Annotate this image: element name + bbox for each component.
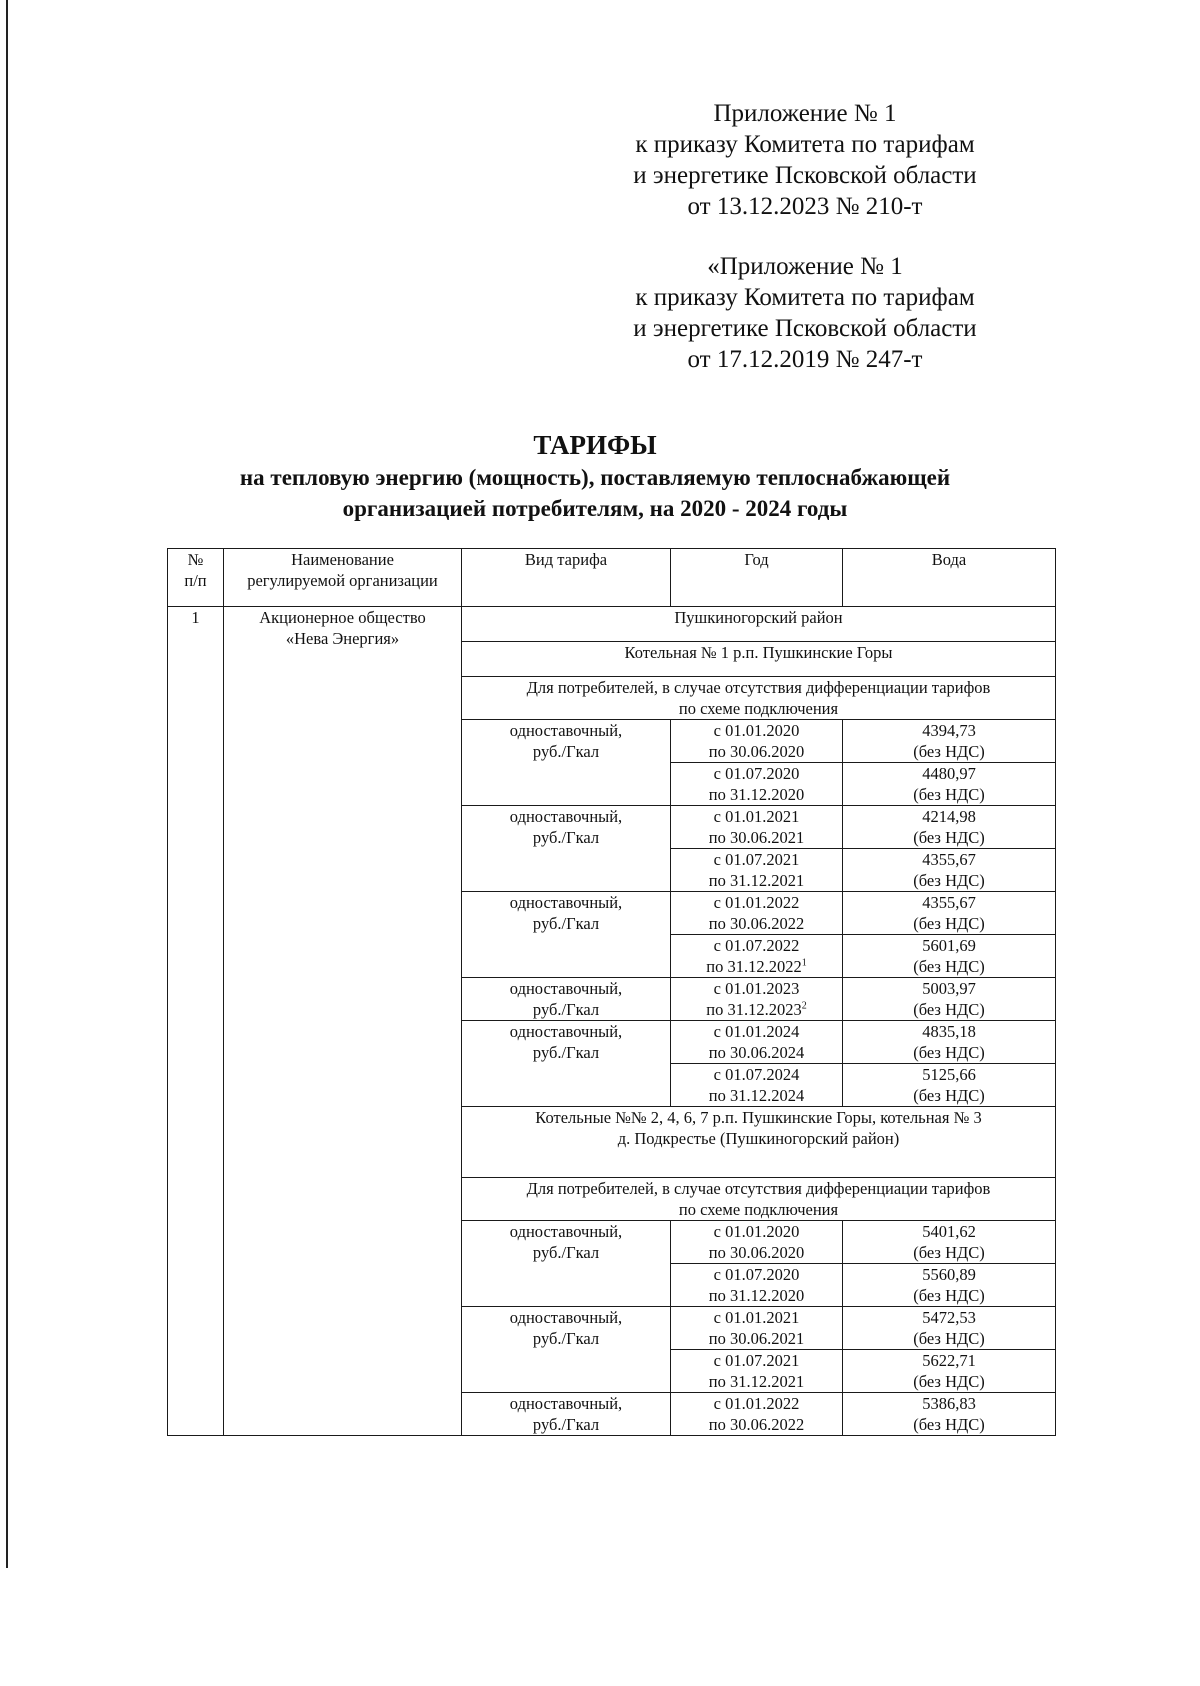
period-cell: [671, 849, 843, 892]
water-value-cell: [843, 1264, 1056, 1307]
tariff-unit-text: руб./Гкал: [532, 1415, 600, 1434]
period-from: с 01.01.2023: [713, 979, 800, 998]
tariff-type-cell: [462, 1393, 671, 1436]
period-from: с 01.01.2021: [713, 1308, 800, 1327]
vat-note: (без НДС): [913, 1372, 985, 1391]
page-binding-line: [6, 0, 8, 1568]
header-line: и энергетике Псковской области: [633, 162, 977, 189]
vat-note: (без НДС): [913, 1286, 985, 1305]
consumer-group-text: по схеме подключения: [678, 699, 839, 718]
vat-note: (без НДС): [913, 1243, 985, 1262]
tariff-unit-text: руб./Гкал: [532, 1329, 600, 1348]
period-cell: [671, 1064, 843, 1107]
header-cell-tariff-type: Вид тарифа: [462, 549, 671, 607]
footnote-mark: 2: [801, 1000, 807, 1012]
period-to-text: по 31.12.2020: [708, 1286, 805, 1305]
consumer-group-cell: [462, 1178, 1056, 1221]
document-title: [150, 428, 1040, 524]
title-main: ТАРИФЫ: [533, 430, 657, 460]
period-to: [674, 1285, 839, 1306]
water-value-cell: [843, 978, 1056, 1021]
water-value-cell: [843, 1064, 1056, 1107]
period-to-text: по 31.12.2020: [708, 785, 805, 804]
tariff-type-text: одноставочный,: [509, 1222, 623, 1241]
period-cell: [671, 935, 843, 978]
table-header-row: [168, 549, 1056, 607]
period-to-text: по 31.12.2022: [706, 957, 802, 976]
water-value-cell: [843, 1393, 1056, 1436]
period-to-text: по 30.06.2020: [708, 1243, 805, 1262]
period-cell: [671, 1021, 843, 1064]
tariff-type-text: одноставочный,: [509, 1394, 623, 1413]
header-line: «Приложение № 1: [707, 253, 903, 280]
period-from: с 01.01.2020: [713, 721, 800, 740]
header-cell-organization: [224, 549, 462, 607]
period-to: [674, 956, 839, 977]
period-from: с 01.01.2024: [713, 1022, 800, 1041]
water-value-cell: [843, 806, 1056, 849]
tariff-type-text: одноставочный,: [509, 721, 623, 740]
vat-note: (без НДС): [913, 785, 985, 804]
header-line: и энергетике Псковской области: [633, 315, 977, 342]
header-text: №: [187, 550, 204, 569]
period-to-text: по 30.06.2022: [708, 914, 805, 933]
header-cell-number: [168, 549, 224, 607]
tariff-unit-text: руб./Гкал: [532, 914, 600, 933]
period-to: [674, 1085, 839, 1106]
period-cell: [671, 720, 843, 763]
water-value-cell: [843, 1350, 1056, 1393]
period-cell: [671, 1393, 843, 1436]
period-from: с 01.07.2021: [713, 1351, 800, 1370]
tariff-value: 4355,67: [922, 893, 976, 912]
tariff-type-cell: [462, 1221, 671, 1307]
vat-note: (без НДС): [913, 1000, 985, 1019]
consumer-group-text: Для потребителей, в случае отсутствия дифференциации тарифов: [526, 678, 991, 697]
vat-note: (без НДС): [913, 1329, 985, 1348]
header-line: Приложение № 1: [713, 100, 897, 127]
period-to-text: по 30.06.2024: [708, 1043, 805, 1062]
tariff-type-text: одноставочный,: [509, 1022, 623, 1041]
period-from: с 01.07.2020: [713, 764, 800, 783]
tariff-type-cell: [462, 1307, 671, 1393]
tariff-value: 5560,89: [922, 1265, 976, 1284]
boiler-text: Котельные №№ 2, 4, 6, 7 р.п. Пушкинские Горы, котельная № 3: [535, 1108, 982, 1127]
boiler-text: д. Подкрестье (Пушкиногорский район): [617, 1129, 900, 1148]
tariff-type-cell: [462, 892, 671, 978]
tariff-type-cell: [462, 720, 671, 806]
period-to: [674, 1328, 839, 1349]
period-from: с 01.01.2021: [713, 807, 800, 826]
water-value-cell: [843, 1307, 1056, 1350]
header-cell-water: Вода: [843, 549, 1056, 607]
tariff-type-text: одноставочный,: [509, 807, 623, 826]
period-to: [674, 827, 839, 848]
period-cell: [671, 1350, 843, 1393]
tariff-unit-text: руб./Гкал: [532, 1243, 600, 1262]
period-cell: [671, 892, 843, 935]
water-value-cell: [843, 720, 1056, 763]
tariff-unit-text: руб./Гкал: [532, 1043, 600, 1062]
vat-note: (без НДС): [913, 957, 985, 976]
period-to: [674, 999, 839, 1020]
period-to-text: по 30.06.2020: [708, 742, 805, 761]
period-to-text: по 31.12.2024: [708, 1086, 805, 1105]
period-from: с 01.07.2020: [713, 1265, 800, 1284]
vat-note: (без НДС): [913, 828, 985, 847]
tariff-value: 5401,62: [922, 1222, 976, 1241]
boiler-cell: [462, 1107, 1056, 1178]
period-to: [674, 913, 839, 934]
water-value-cell: [843, 1221, 1056, 1264]
vat-note: (без НДС): [913, 1043, 985, 1062]
period-to: [674, 1371, 839, 1392]
tariff-value: 5622,71: [922, 1351, 976, 1370]
tariff-value: 4835,18: [922, 1022, 976, 1041]
tariff-value: 4394,73: [922, 721, 976, 740]
tariff-value: 5125,66: [922, 1065, 976, 1084]
tariff-value: 4355,67: [922, 850, 976, 869]
consumer-group-text: Для потребителей, в случае отсутствия дифференциации тарифов: [526, 1179, 991, 1198]
consumer-group-cell: [462, 677, 1056, 720]
period-from: с 01.07.2021: [713, 850, 800, 869]
table-row: [168, 607, 1056, 642]
period-to-text: по 31.12.2021: [708, 871, 805, 890]
title-subtitle-line: организацией потребителям, на 2020 - 2024 годы: [342, 496, 848, 521]
water-value-cell: [843, 849, 1056, 892]
vat-note: (без НДС): [913, 1415, 985, 1434]
period-cell: [671, 1307, 843, 1350]
period-from: с 01.07.2022: [713, 936, 800, 955]
period-cell: [671, 806, 843, 849]
title-subtitle-line: на тепловую энергию (мощность), поставляемую теплоснабжающей: [239, 465, 951, 490]
tariff-type-text: одноставочный,: [509, 1308, 623, 1327]
vat-note: (без НДС): [913, 914, 985, 933]
water-value-cell: [843, 1021, 1056, 1064]
organization-name: «Нева Энергия»: [285, 629, 400, 648]
tariff-type-cell: [462, 978, 671, 1021]
header-text: п/п: [184, 571, 207, 590]
tariffs-table: [167, 548, 1056, 1436]
header-text: Наименование: [291, 550, 394, 569]
period-to: [674, 784, 839, 805]
period-from: с 01.01.2022: [713, 1394, 800, 1413]
period-to: [674, 741, 839, 762]
period-cell: [671, 1221, 843, 1264]
tariff-unit-text: руб./Гкал: [532, 828, 600, 847]
footnote-mark: 1: [801, 957, 807, 969]
period-to-text: по 31.12.2023: [706, 1000, 802, 1019]
organization-cell: [224, 607, 462, 1436]
tariff-value: 5386,83: [922, 1394, 976, 1413]
period-to: [674, 1042, 839, 1063]
period-to-text: по 30.06.2022: [708, 1415, 805, 1434]
tariff-type-text: одноставочный,: [509, 979, 623, 998]
period-to: [674, 1242, 839, 1263]
header-line: от 13.12.2023 № 210-т: [687, 193, 923, 220]
period-cell: [671, 1264, 843, 1307]
period-cell: [671, 763, 843, 806]
consumer-group-text: по схеме подключения: [678, 1200, 839, 1219]
water-value-cell: [843, 763, 1056, 806]
water-value-cell: [843, 935, 1056, 978]
period-to-text: по 31.12.2021: [708, 1372, 805, 1391]
period-from: с 01.01.2020: [713, 1222, 800, 1241]
appendix-header-previous: [560, 251, 1050, 375]
period-to: [674, 1414, 839, 1435]
tariff-value: 5472,53: [922, 1308, 976, 1327]
tariff-type-cell: [462, 1021, 671, 1107]
appendix-header-current: [560, 98, 1050, 222]
vat-note: (без НДС): [913, 742, 985, 761]
tariff-value: 4480,97: [922, 764, 976, 783]
period-to-text: по 30.06.2021: [708, 828, 805, 847]
tariff-value: 5601,69: [922, 936, 976, 955]
water-value-cell: [843, 892, 1056, 935]
tariff-unit-text: руб./Гкал: [532, 742, 600, 761]
tariff-value: 5003,97: [922, 979, 976, 998]
organization-name: Акционерное общество: [259, 608, 426, 627]
period-cell: [671, 978, 843, 1021]
header-line: от 17.12.2019 № 247-т: [687, 346, 923, 373]
header-cell-year: Год: [671, 549, 843, 607]
row-number-cell: 1: [168, 607, 224, 1436]
tariff-value: 4214,98: [922, 807, 976, 826]
district-cell: Пушкиногорский район: [462, 607, 1056, 642]
tariff-type-cell: [462, 806, 671, 892]
header-line: к приказу Комитета по тарифам: [635, 284, 975, 311]
tariff-unit-text: руб./Гкал: [532, 1000, 600, 1019]
period-from: с 01.07.2024: [713, 1065, 800, 1084]
boiler-cell: Котельная № 1 р.п. Пушкинские Горы: [462, 642, 1056, 677]
vat-note: (без НДС): [913, 871, 985, 890]
tariff-type-text: одноставочный,: [509, 893, 623, 912]
period-to: [674, 870, 839, 891]
header-text: регулируемой организации: [247, 571, 438, 590]
period-to-text: по 30.06.2021: [708, 1329, 805, 1348]
vat-note: (без НДС): [913, 1086, 985, 1105]
period-from: с 01.01.2022: [713, 893, 800, 912]
header-line: к приказу Комитета по тарифам: [635, 131, 975, 158]
